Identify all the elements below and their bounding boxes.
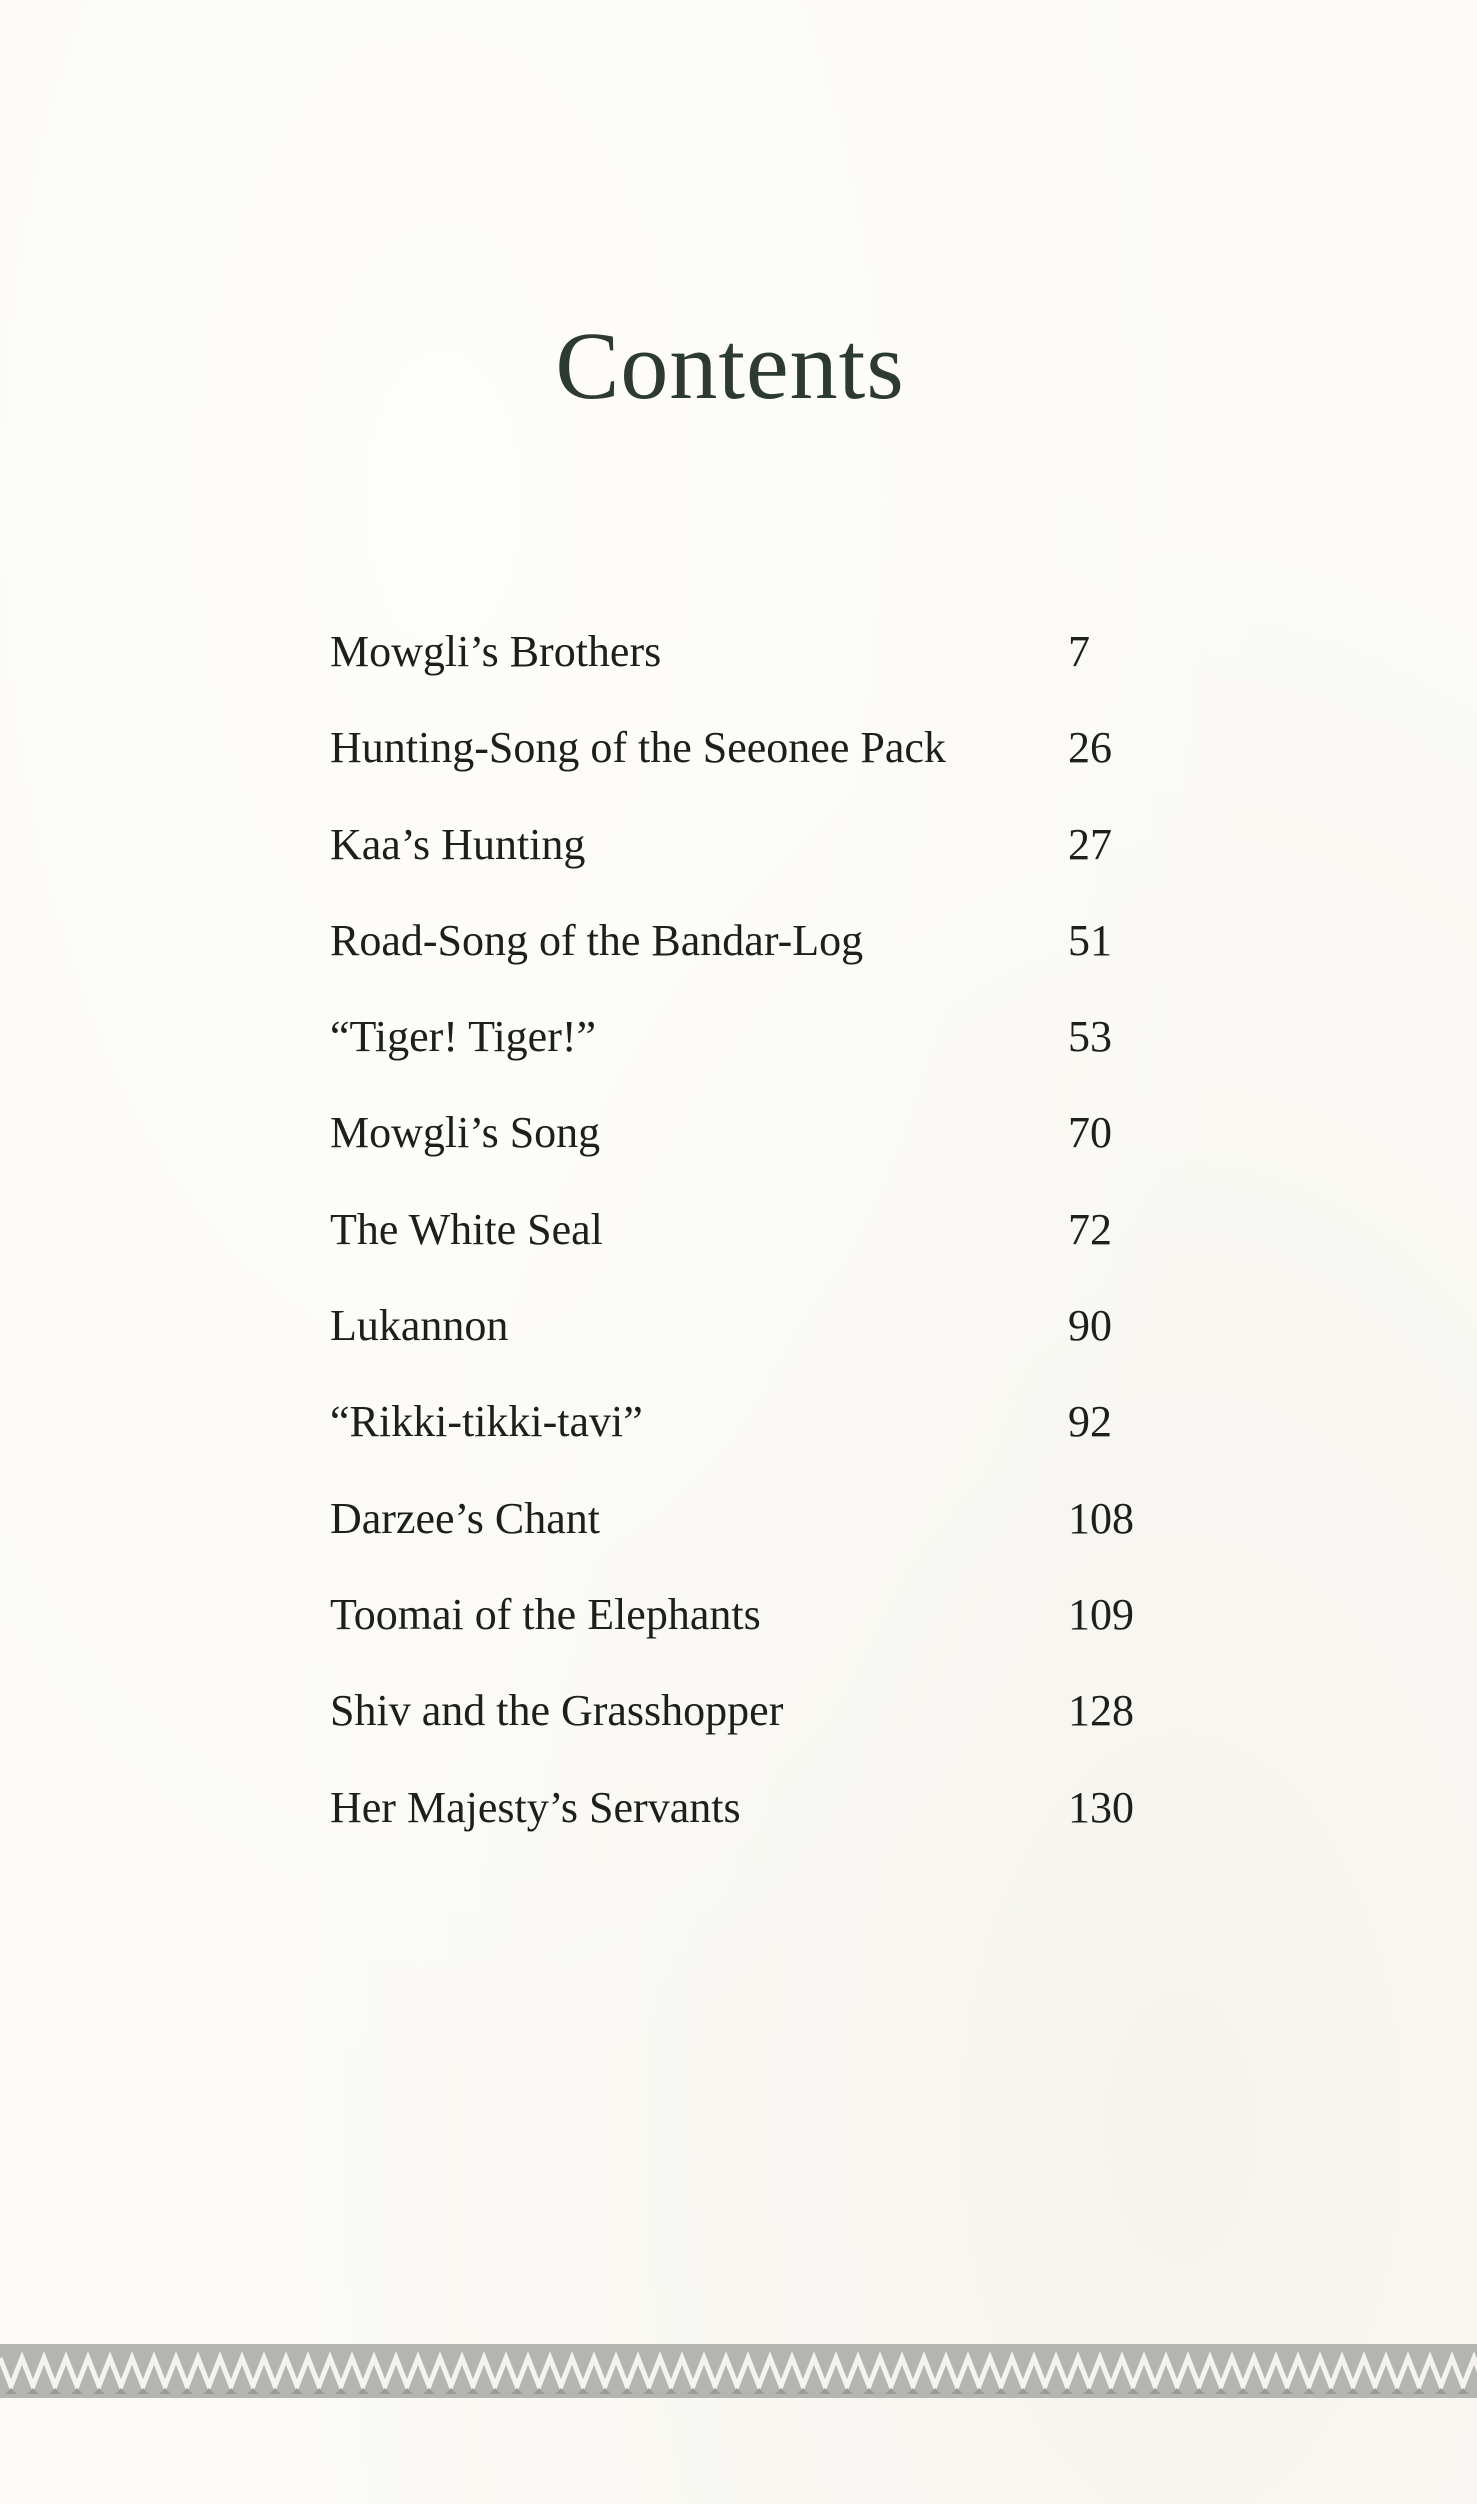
toc-entry-title: Hunting-Song of the Seeonee Pack — [330, 723, 946, 773]
toc-entry-page: 7 — [1068, 627, 1090, 676]
toc-entry-page: 128 — [1068, 1686, 1134, 1736]
toc-entry-title: Kaa’s Hunting — [330, 819, 586, 869]
toc-entry-title: Lukannon — [330, 1301, 509, 1351]
toc-entry-title: Mowgli’s Song — [330, 1108, 601, 1158]
page-title: Contents — [555, 312, 905, 419]
toc-entry — [330, 1392, 1190, 1488]
toc-entry — [330, 1200, 1190, 1296]
toc-entry-page: 51 — [1068, 915, 1112, 965]
toc-entry-title: “Rikki-tikki-tavi” — [330, 1397, 643, 1447]
toc-entry-title: Darzee’s Chant — [330, 1493, 600, 1543]
toc-entry-page: 109 — [1068, 1589, 1134, 1639]
toc-entry-title: Her Majesty’s Servants — [330, 1782, 741, 1832]
toc-entry-page: 130 — [1068, 1782, 1134, 1832]
toc-entry — [330, 1489, 1190, 1585]
toc-entry-page: 92 — [1068, 1397, 1112, 1447]
toc-entry — [330, 1681, 1190, 1777]
toc-entry — [330, 911, 1190, 1007]
toc-entry — [330, 1103, 1190, 1199]
toc-entry-title: Toomai of the Elephants — [330, 1589, 761, 1639]
table-of-contents — [330, 622, 1190, 1874]
zigzag-border-pattern-icon — [0, 2344, 1477, 2398]
toc-entry — [330, 815, 1190, 911]
toc-entry — [330, 718, 1190, 814]
toc-entry — [330, 622, 1190, 718]
toc-entry — [330, 1585, 1190, 1681]
toc-entry — [330, 1296, 1190, 1392]
toc-entry — [330, 1007, 1190, 1103]
toc-entry-page: 53 — [1068, 1012, 1112, 1062]
toc-entry-title: Mowgli’s Brothers — [330, 627, 662, 676]
toc-entry-page: 26 — [1068, 723, 1112, 773]
toc-entry-page: 70 — [1068, 1108, 1112, 1158]
toc-entry-title: Shiv and the Grasshopper — [330, 1686, 784, 1736]
toc-entry-page: 108 — [1068, 1493, 1134, 1543]
toc-entry-title: Road-Song of the Bandar-Log — [330, 915, 864, 965]
toc-entry-page: 72 — [1068, 1204, 1112, 1254]
toc-entry-page: 90 — [1068, 1301, 1112, 1351]
toc-entry — [330, 1778, 1190, 1874]
toc-entry-title: The White Seal — [330, 1204, 603, 1254]
toc-entry-title: “Tiger! Tiger!” — [330, 1012, 597, 1062]
toc-entry-page: 27 — [1068, 819, 1112, 869]
